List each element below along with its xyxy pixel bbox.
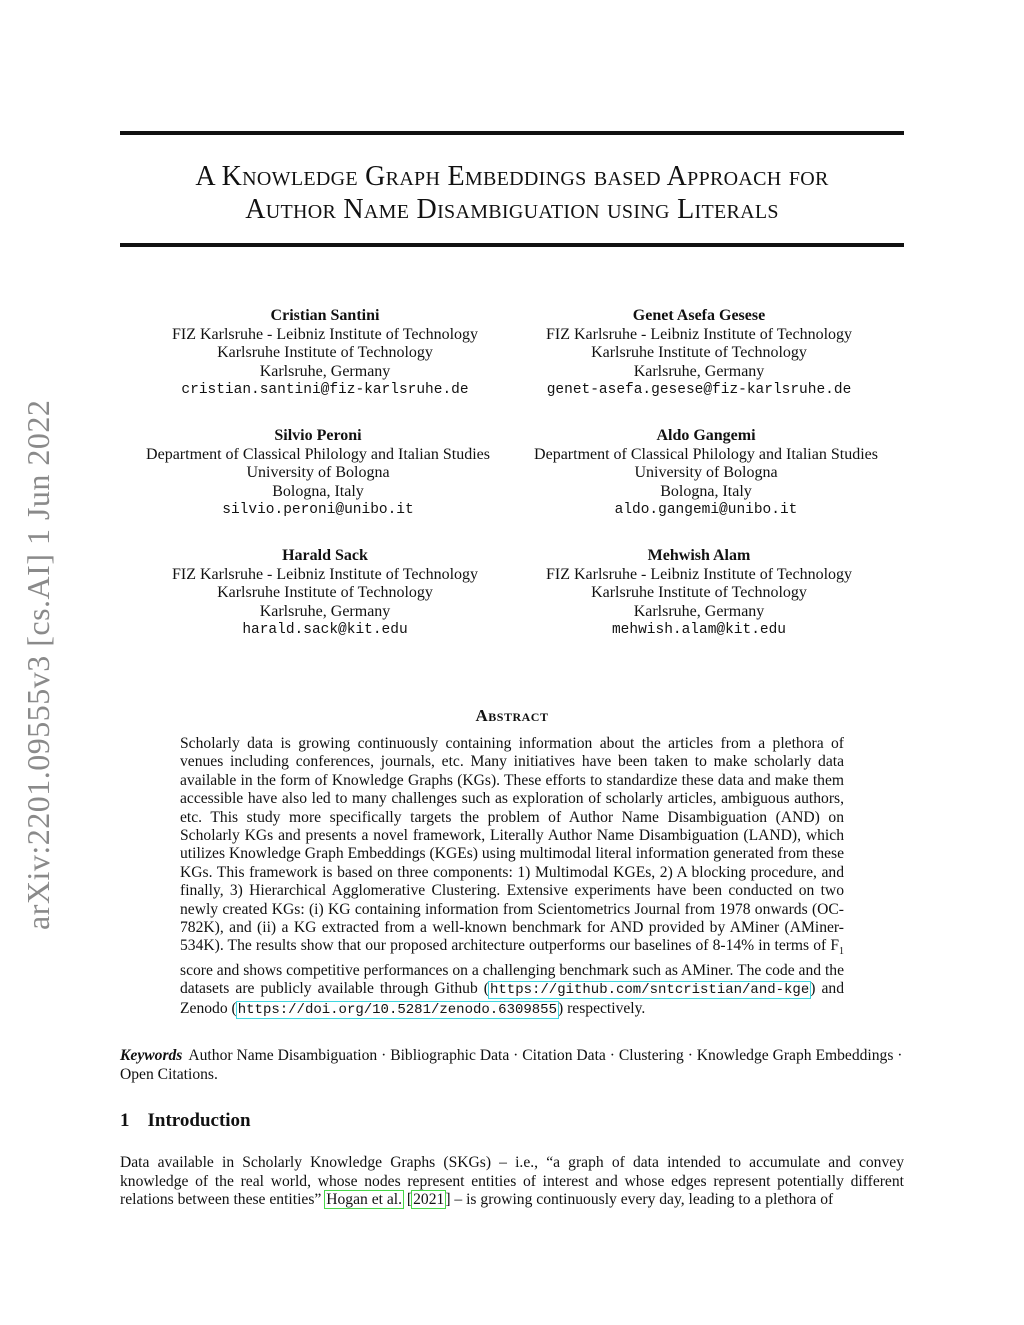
author-affiliation: FIZ Karlsruhe - Leibniz Institute of Technology bbox=[171, 565, 479, 583]
author-email[interactable]: silvio.peroni@unibo.it bbox=[222, 502, 414, 518]
author-location: Bologna, Italy bbox=[660, 482, 752, 500]
author-block bbox=[516, 427, 896, 520]
abstract-text: ) respectively. bbox=[558, 999, 646, 1017]
author-location: Karlsruhe, Germany bbox=[633, 362, 765, 380]
author-name: Genet Asefa Gesese bbox=[632, 307, 766, 324]
section-number: 1 bbox=[120, 1110, 130, 1131]
zenodo-link[interactable]: https://doi.org/10.5281/zenodo.6309855 bbox=[237, 1001, 557, 1018]
author-email[interactable]: aldo.gangemi@unibo.it bbox=[614, 502, 798, 518]
author-location: Karlsruhe, Germany bbox=[259, 602, 391, 620]
author-affiliation: Department of Classical Philology and Italian Studies bbox=[534, 445, 878, 463]
section-title: Introduction bbox=[147, 1110, 251, 1131]
author-block bbox=[128, 427, 508, 520]
author-affiliation: University of Bologna bbox=[246, 464, 390, 481]
abstract-heading: Abstract bbox=[475, 706, 549, 725]
author-affiliation: Karlsruhe Institute of Technology bbox=[217, 584, 433, 601]
keywords bbox=[120, 1046, 904, 1084]
author-name: Harald Sack bbox=[282, 547, 368, 564]
author-location: Karlsruhe, Germany bbox=[259, 362, 391, 380]
author-affiliation: FIZ Karlsruhe - Leibniz Institute of Technology bbox=[171, 325, 479, 343]
author-affiliation: Department of Classical Philology and Italian Studies bbox=[146, 445, 490, 463]
author-block bbox=[135, 307, 515, 400]
keywords-text: Author Name Disambiguation · Bibliographic Data · Citation Data · Clustering · Knowledge Graph Embeddings · Open Citations. bbox=[120, 1047, 903, 1083]
author-affiliation: Karlsruhe Institute of Technology bbox=[217, 344, 433, 361]
bottom-title-rule bbox=[120, 243, 904, 247]
author-name: Cristian Santini bbox=[270, 307, 380, 324]
author-block bbox=[135, 547, 515, 640]
author-affiliation: FIZ Karlsruhe - Leibniz Institute of Technology bbox=[545, 565, 853, 583]
author-affiliation: Karlsruhe Institute of Technology bbox=[591, 344, 807, 361]
top-rule bbox=[120, 131, 904, 135]
f-subscript: 1 bbox=[839, 946, 844, 958]
author-name: Mehwish Alam bbox=[647, 547, 751, 564]
keywords-label: Keywords bbox=[120, 1047, 183, 1064]
author-block bbox=[509, 547, 889, 640]
author-name: Silvio Peroni bbox=[274, 427, 362, 444]
intro-text: Data available in Scholarly Knowledge Graphs (SKGs) – i.e., “a graph of data intended to accumulate and convey knowledge of the real world, whose nodes represent entities of interest and whose edges represent potentially different relations between these entities” bbox=[120, 1154, 904, 1208]
author-block bbox=[509, 307, 889, 400]
author-email[interactable]: harald.sack@kit.edu bbox=[242, 622, 408, 638]
author-affiliation: University of Bologna bbox=[634, 464, 778, 481]
title-line-2: Author Name Disambiguation using Literals bbox=[245, 194, 779, 225]
github-link[interactable]: https://github.com/sntcristian/and-kge bbox=[489, 982, 810, 999]
author-email[interactable]: genet-asefa.gesese@fiz-karlsruhe.de bbox=[546, 382, 852, 398]
title-line-1: A Knowledge Graph Embeddings based Approach for bbox=[195, 161, 829, 192]
author-location: Bologna, Italy bbox=[272, 482, 364, 500]
arxiv-stamp: arXiv:2201.09555v3 [cs.AI] 1 Jun 2022 bbox=[20, 399, 56, 930]
author-affiliation: FIZ Karlsruhe - Leibniz Institute of Technology bbox=[545, 325, 853, 343]
paper-title bbox=[120, 160, 904, 226]
author-affiliation: Karlsruhe Institute of Technology bbox=[591, 584, 807, 601]
abstract-text: score and shows competitive performances on a challenging benchmark such as AMiner. The code and the datasets are publicly available through Github ( bbox=[180, 961, 844, 998]
citation-author-link[interactable]: Hogan et al. bbox=[326, 1191, 403, 1208]
abstract-text: Scholarly data is growing continuously containing information about the articles from a plethora of venues including conferences, journals, etc. Many initiatives have been taken to make scholarly data available in the form of Knowledge Graphs (KGs). These efforts to standardize these data and make them accessible have also led to many challenges such as exploration of scholarly articles, ambiguous authors, etc. This study more specifically targets the problem of Author Name Disambiguation (AND) on Scholarly KGs and presents a novel framework, Literally Author Name Disambiguation (LAND), which utilizes Knowledge Graph Embeddings (KGEs) using multimodal literal information generated from these KGs. This framework is based on three components: 1) Multimodal KGEs, 2) A blocking procedure, and finally, 3) Hierarchical Agglomerative Clustering. Extensive experiments have been conducted on two newly created KGs: (i) KG containing information from Scientometrics Journal from 1978 onwards (OC-782K), and (ii) a KG extracted from a well-known benchmark for AND provided by AMiner (AMiner-534K). The results show that our proposed architecture outperforms our baselines of 8-14% in terms of F bbox=[180, 735, 844, 955]
section-heading bbox=[120, 1110, 251, 1132]
author-email[interactable]: mehwish.alam@kit.edu bbox=[611, 622, 787, 638]
citation-year-link[interactable]: 2021 bbox=[413, 1191, 445, 1208]
author-name: Aldo Gangemi bbox=[656, 427, 756, 444]
author-email[interactable]: cristian.santini@fiz-karlsruhe.de bbox=[181, 382, 469, 398]
citation-bracket: [ bbox=[403, 1191, 413, 1208]
intro-paragraph bbox=[120, 1154, 904, 1210]
abstract-text: ) and Zenodo ( bbox=[180, 980, 844, 1017]
author-location: Karlsruhe, Germany bbox=[633, 602, 765, 620]
intro-text: ] – is growing continuously every day, leading to a plethora of bbox=[445, 1191, 834, 1208]
abstract-body bbox=[180, 735, 844, 1019]
